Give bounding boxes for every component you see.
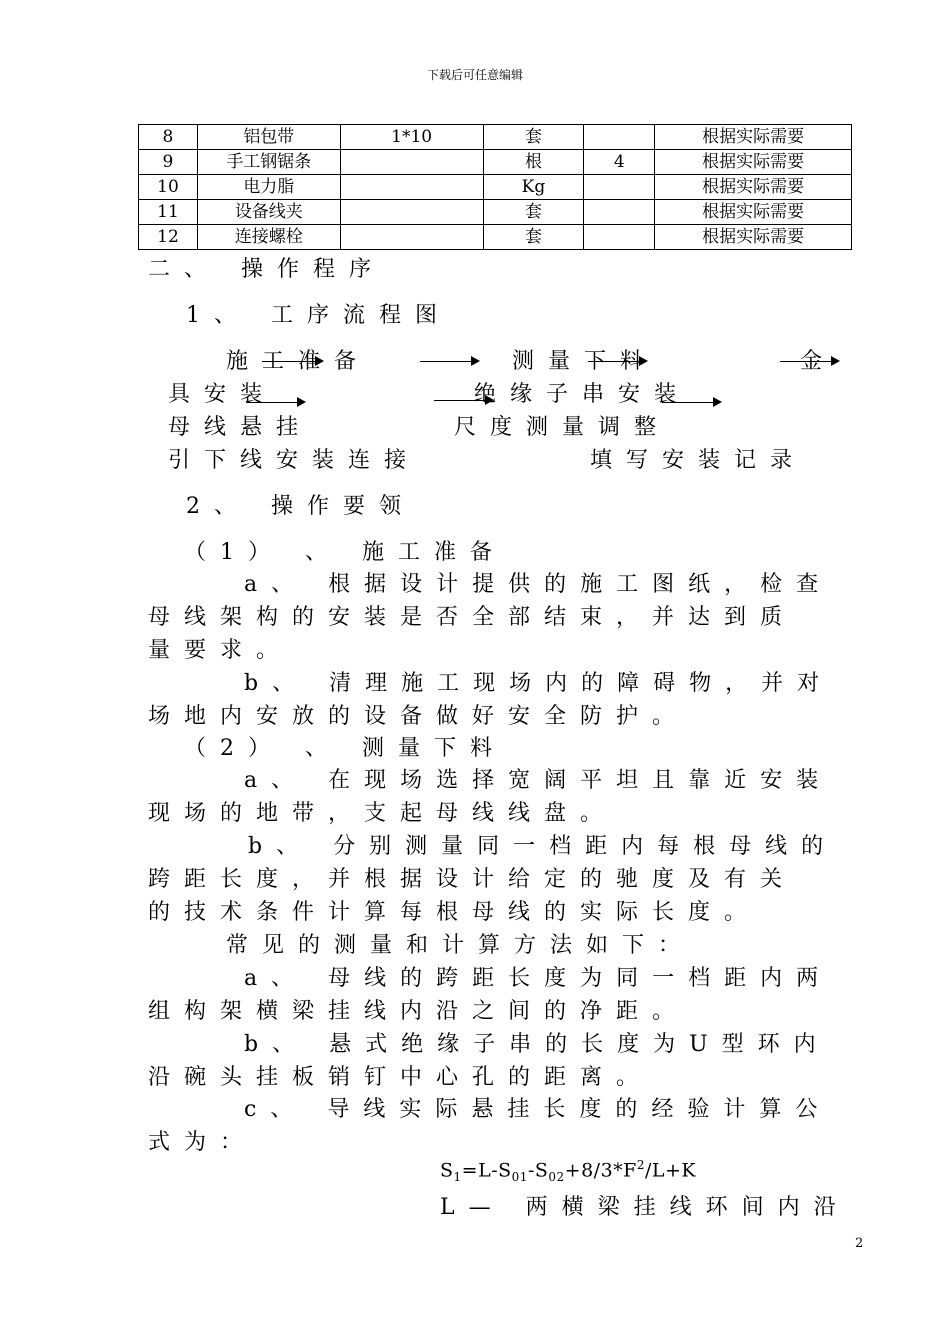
table-row (139, 175, 852, 200)
flow-arrow (780, 361, 838, 362)
paragraph-line: 场地内安放的设备做好安全防护。 (148, 704, 689, 729)
flow-title: 1、 工序流程图 (186, 303, 451, 328)
table-cell: 根据实际需要 (655, 225, 852, 250)
flow-step-downlead: 引下线安装连接 (168, 448, 421, 473)
subsection-title: （1） 、 施工准备 (184, 540, 506, 565)
flow-arrow (662, 402, 720, 403)
table-cell (340, 175, 483, 200)
flow-arrow (262, 361, 322, 362)
table-cell: 连接螺栓 (197, 225, 340, 250)
table-cell: 根据实际需要 (655, 200, 852, 225)
paragraph-line: b、 悬式绝缘子串的长度为U型环内 (244, 1032, 830, 1057)
table-cell: 10 (139, 175, 198, 200)
paragraph-line: c、 导线实际悬挂长度的经验计算公 (244, 1097, 832, 1122)
paragraph-line: 现场的地带，支起母线线盘。 (148, 801, 617, 826)
paragraph-line: 跨距长度，并根据设计给定的驰度及有关 (148, 867, 797, 892)
table-cell: 根据实际需要 (655, 175, 852, 200)
paragraph-line: 的技术条件计算每根母线的实际长度。 (148, 900, 761, 925)
materials-table (138, 124, 852, 250)
paragraph-line: 组构架横梁挂线内沿之间的净距。 (148, 999, 689, 1024)
flow-step-measure: 测量下料 (512, 349, 657, 374)
paragraph-line: 量要求。 (148, 638, 293, 663)
table-row (139, 125, 852, 150)
table-cell (584, 125, 655, 150)
table-cell: 9 (139, 150, 198, 175)
methods-title: 常见的测量和计算方法如下： (226, 933, 695, 958)
table-row (139, 150, 852, 175)
section-title: 二、 操作程序 (148, 257, 385, 282)
essentials-title: 2、 操作要领 (186, 494, 415, 519)
flow-step-hang: 母线悬挂 (168, 415, 313, 440)
paragraph-line: b、 分别测量同一档距内每根母线的 (248, 834, 838, 859)
variable-definition: L— 两横梁挂线环间内沿 (440, 1195, 850, 1220)
table-cell (340, 150, 483, 175)
flow-step-adjust: 尺度测量调整 (454, 415, 671, 440)
formula: $S_1=L-S_{01}-S_{02}+8/3*F^2/L+K$ (440, 1158, 697, 1185)
flow-arrow (588, 361, 646, 362)
table-cell: 12 (139, 225, 198, 250)
table-cell (584, 225, 655, 250)
flow-arrow (420, 361, 478, 362)
table-cell: 设备线夹 (197, 200, 340, 225)
table-cell: 套 (483, 125, 584, 150)
table-cell: 根 (483, 150, 584, 175)
paragraph-line: 沿碗头挂板销钉中心孔的距离。 (148, 1065, 653, 1090)
paragraph-line: a、 根据设计提供的施工图纸，检查 (244, 572, 833, 597)
paragraph-line: a、 母线的跨距长度为同一档距内两 (244, 966, 833, 991)
table-cell: 8 (139, 125, 198, 150)
flow-step-record: 填写安装记录 (590, 448, 807, 473)
table-cell: 4 (584, 150, 655, 175)
page-header: 下载后可任意编辑 (426, 68, 523, 82)
table-row (139, 200, 852, 225)
table-row (139, 225, 852, 250)
table-cell: 1*10 (340, 125, 483, 150)
paragraph-line: b、 清理施工现场内的障碍物，并对 (244, 671, 834, 696)
table-cell: 电力脂 (197, 175, 340, 200)
paragraph-line: 母线架构的安装是否全部结束，并达到质 (148, 605, 797, 630)
table-cell: 手工钢锯条 (197, 150, 340, 175)
table-cell: 铝包带 (197, 125, 340, 150)
table-cell (584, 200, 655, 225)
table-cell: 根据实际需要 (655, 125, 852, 150)
flow-arrow (246, 402, 304, 403)
paragraph-line: a、 在现场选择宽阔平坦且靠近安装 (244, 768, 833, 793)
table-cell (340, 200, 483, 225)
subsection-title: （2） 、 测量下料 (184, 736, 506, 761)
table-cell: Kg (483, 175, 584, 200)
flow-step-fitting-start: 金 (800, 349, 837, 374)
table-cell: 套 (483, 200, 584, 225)
table-cell (584, 175, 655, 200)
flow-arrow (434, 400, 492, 401)
table-cell (340, 225, 483, 250)
page-number: 2 (855, 1236, 864, 1251)
paragraph-line: 式为： (148, 1130, 257, 1155)
flow-step-insulator: 绝缘子串安装 (474, 382, 691, 407)
flow-step-fitting: 具安装 (168, 382, 277, 407)
flow-step-prep: 施工准备 (226, 349, 371, 374)
table-cell: 11 (139, 200, 198, 225)
table-cell: 根据实际需要 (655, 150, 852, 175)
table-cell: 套 (483, 225, 584, 250)
